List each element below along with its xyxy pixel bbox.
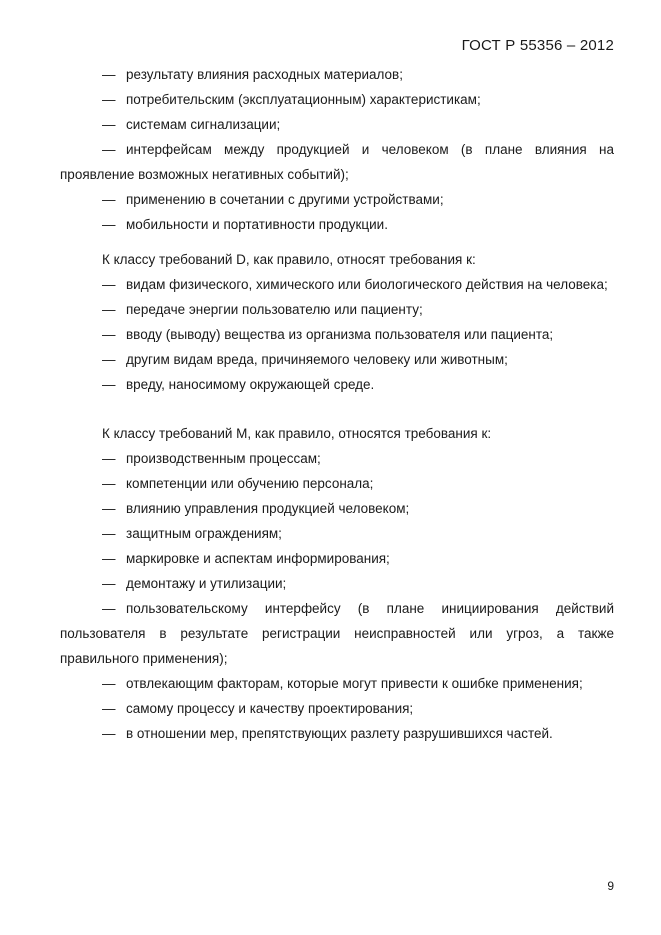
list-item: — пользовательскому интерфейсу (в плане инициирования действий пользователя в результате регистрации неисправностей или угроз, а также правильного применения);	[60, 596, 614, 671]
class-m-section	[60, 421, 614, 746]
list-item: — маркировке и аспектам информирования;	[60, 546, 614, 571]
dash-marker: —	[102, 476, 116, 491]
list-item: — производственным процессам;	[60, 446, 614, 471]
list-item: — передаче энергии пользователю или пациенту;	[60, 297, 614, 322]
list-item: — отвлекающим факторам, которые могут привести к ошибке применения;	[60, 671, 614, 696]
dash-marker: —	[102, 217, 116, 232]
list-item: — применению в сочетании с другими устройствами;	[60, 187, 614, 212]
dash-marker: —	[102, 551, 116, 566]
list-item: — потребительским (эксплуатационным) характеристикам;	[60, 87, 614, 112]
dash-marker: —	[102, 277, 116, 292]
dash-marker: —	[102, 676, 116, 691]
list-item: — системам сигнализации;	[60, 112, 614, 137]
dash-marker: —	[102, 92, 116, 107]
list-item: — вводу (выводу) вещества из организма пользователя или пациента;	[60, 322, 614, 347]
dash-marker: —	[102, 302, 116, 317]
dash-marker: —	[102, 142, 116, 157]
list-item: — мобильности и портативности продукции.	[60, 212, 614, 237]
list-item: — интерфейсам между продукцией и человеком (в плане влияния на проявление возможных негативных событий);	[60, 137, 614, 187]
dash-marker: —	[102, 576, 116, 591]
page-number: 9	[607, 879, 614, 893]
list-item: — защитным ограждениям;	[60, 521, 614, 546]
document-header: ГОСТ Р 55356 – 2012	[461, 37, 614, 54]
dash-marker: —	[102, 192, 116, 207]
list-item: — в отношении мер, препятствующих разлету разрушившихся частей.	[60, 721, 614, 746]
list-item: — демонтажу и утилизации;	[60, 571, 614, 596]
list-item: — другим видам вреда, причиняемого человеку или животным;	[60, 347, 614, 372]
class-m-intro: К классу требований М, как правило, относятся требования к:	[102, 426, 492, 441]
dash-marker: —	[102, 451, 116, 466]
list-item: — самому процессу и качеству проектирования;	[60, 696, 614, 721]
list-item: — вреду, наносимому окружающей среде.	[60, 372, 614, 397]
requirements-list-continued	[60, 62, 614, 237]
dash-marker: —	[102, 501, 116, 516]
dash-marker: —	[102, 327, 116, 342]
list-item: — результату влияния расходных материалов;	[60, 62, 614, 87]
dash-marker: —	[102, 377, 116, 392]
dash-marker: —	[102, 67, 116, 82]
class-d-section	[60, 247, 614, 397]
dash-marker: —	[102, 117, 116, 132]
document-body	[60, 62, 614, 746]
list-item: — влиянию управления продукцией человеком;	[60, 496, 614, 521]
dash-marker: —	[102, 352, 116, 367]
list-item: — компетенции или обучению персонала;	[60, 471, 614, 496]
dash-marker: —	[102, 526, 116, 541]
list-item: — видам физического, химического или биологического действия на человека;	[60, 272, 614, 297]
class-d-intro: К классу требований D, как правило, относят требования к:	[102, 252, 476, 267]
dash-marker: —	[102, 601, 116, 616]
dash-marker: —	[102, 701, 116, 716]
dash-marker: —	[102, 726, 116, 741]
